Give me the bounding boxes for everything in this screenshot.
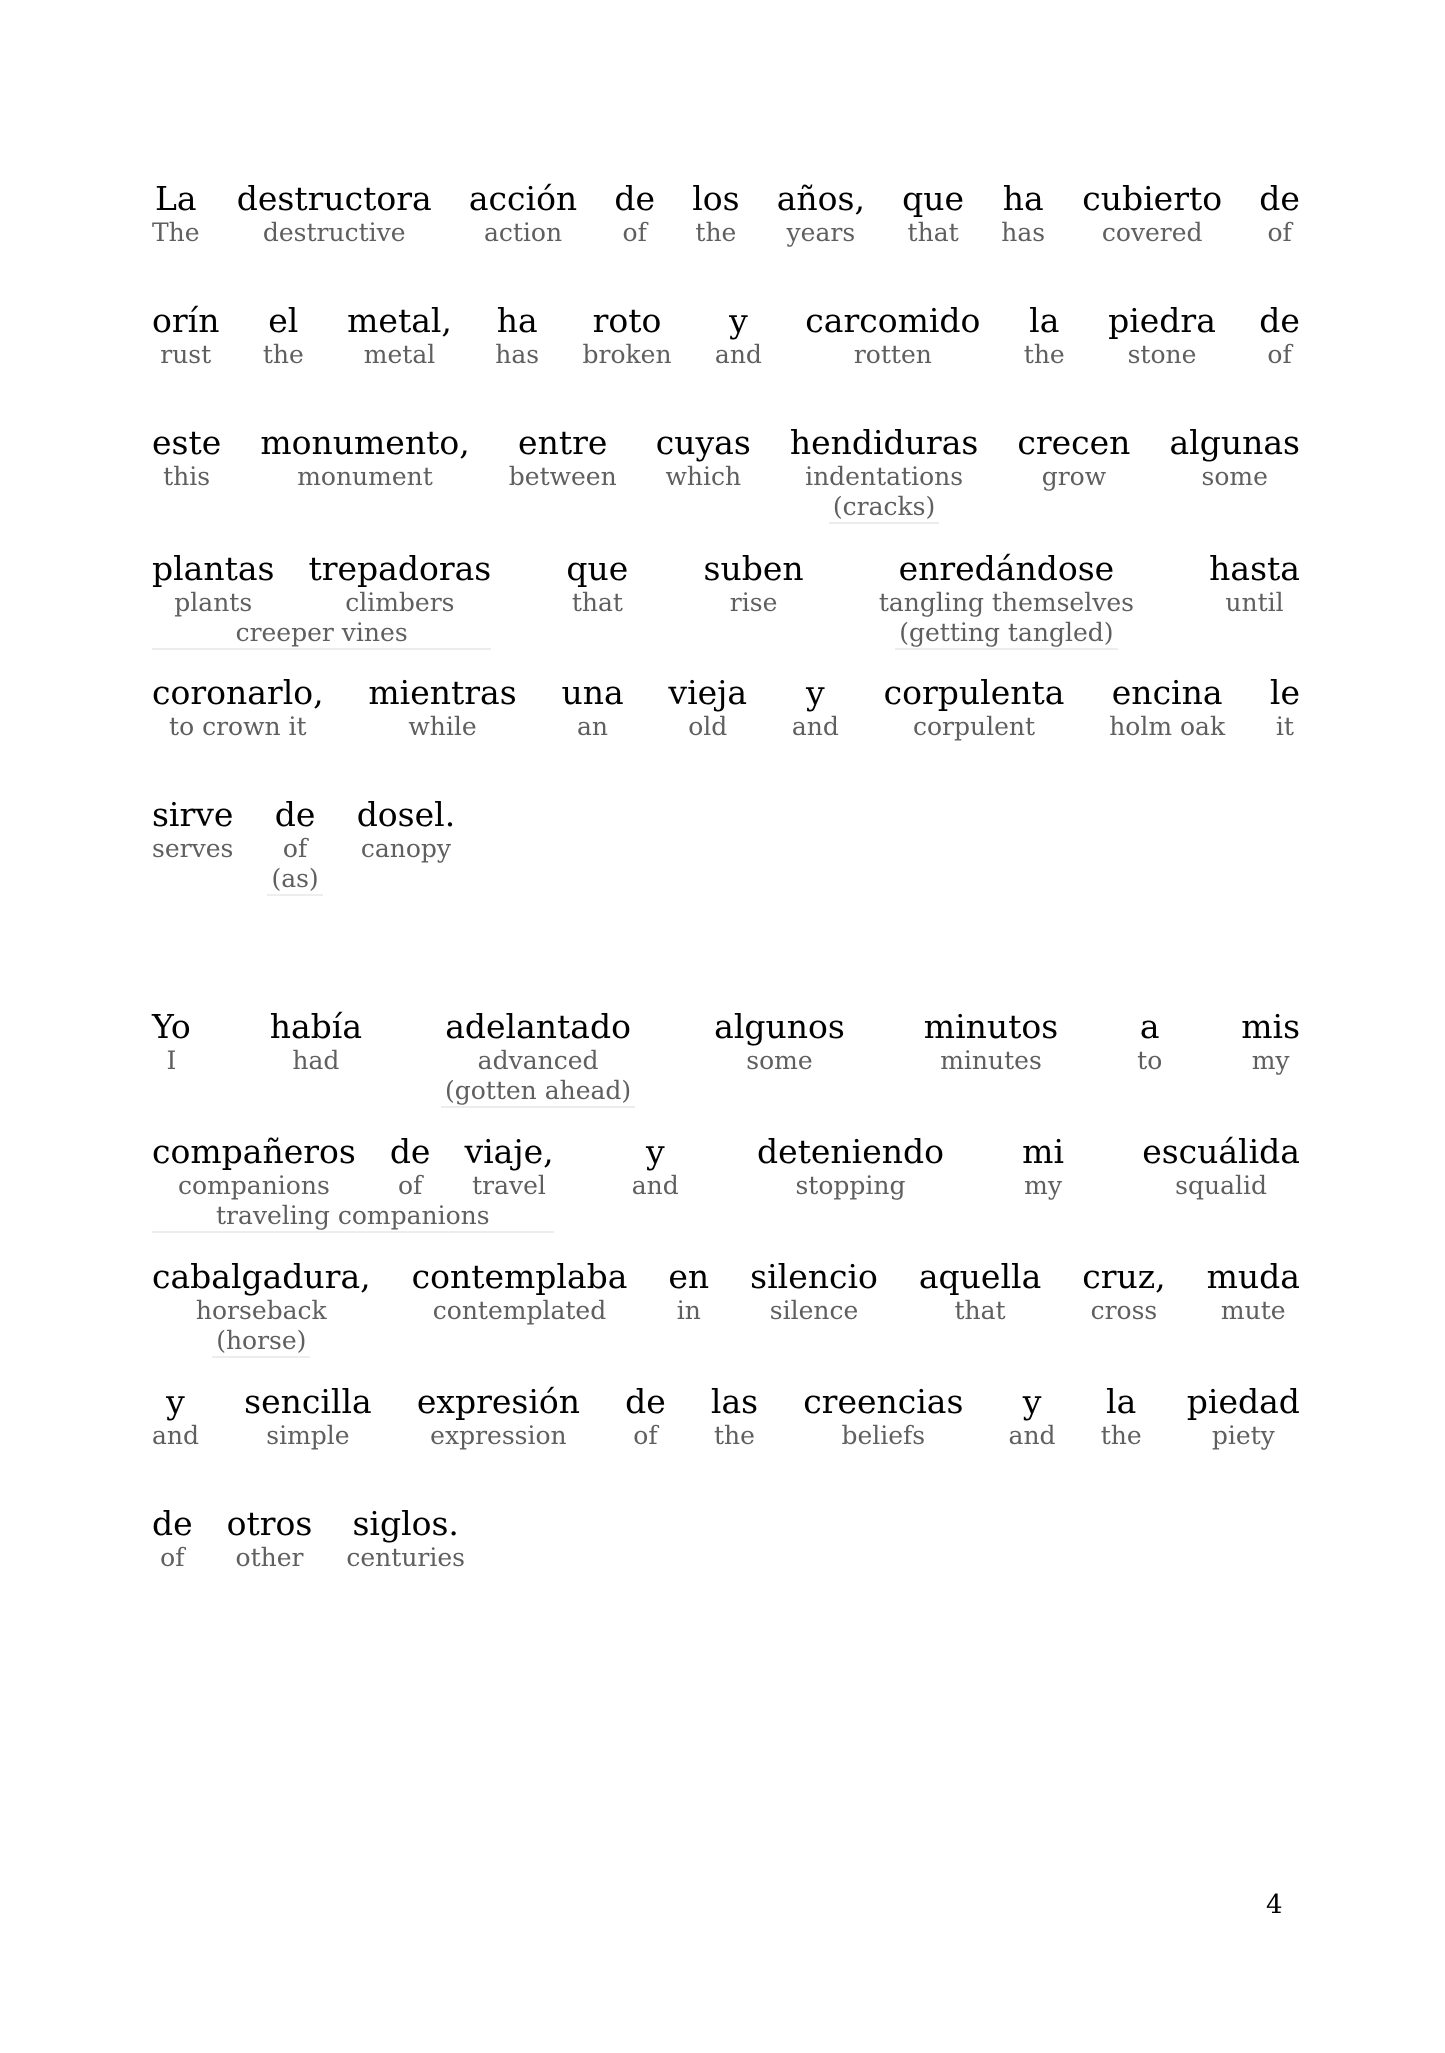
interlinear-line	[152, 674, 1300, 742]
interlinear-line	[152, 796, 1300, 896]
word-column	[260, 424, 469, 492]
english-gloss: covered	[1101, 218, 1203, 247]
word-column	[777, 180, 865, 248]
spanish-word: mis	[1241, 1007, 1300, 1046]
english-gloss: the	[1100, 1421, 1142, 1450]
word-column	[919, 1258, 1041, 1326]
spanish-word: de	[625, 1382, 666, 1421]
word-column	[152, 550, 274, 618]
interlinear-line	[152, 1133, 1300, 1233]
english-gloss: companions	[178, 1171, 330, 1200]
spanish-word: cubierto	[1082, 179, 1223, 218]
spanish-word: de	[614, 179, 656, 218]
english-gloss: I	[166, 1046, 177, 1075]
spanish-word: La	[154, 179, 197, 218]
spanish-word: silencio	[750, 1257, 878, 1296]
spanish-word: mientras	[368, 673, 517, 712]
spanish-word: ha	[496, 301, 538, 340]
word-column	[227, 1505, 313, 1573]
word-column	[583, 302, 672, 370]
word-column	[152, 180, 200, 248]
spanish-word: y	[1022, 1382, 1042, 1421]
spanish-word: piedra	[1108, 301, 1216, 340]
word-column	[1109, 674, 1225, 742]
interlinear-line	[152, 550, 1300, 650]
word-column	[469, 180, 577, 248]
spanish-word: coronarlo,	[152, 673, 324, 712]
english-gloss: tangling themselves	[878, 588, 1134, 617]
english-gloss: and	[791, 712, 839, 741]
english-gloss: has	[495, 340, 540, 369]
spanish-word: acción	[468, 179, 578, 218]
english-gloss: an	[577, 712, 609, 741]
english-gloss: and	[631, 1171, 679, 1200]
english-gloss: holm oak	[1109, 712, 1226, 741]
english-gloss: corpulent	[913, 712, 1036, 741]
english-gloss: some	[1201, 462, 1268, 491]
spanish-word: deteniendo	[756, 1132, 944, 1171]
english-gloss: to	[1137, 1046, 1163, 1075]
english-gloss: has	[1001, 218, 1046, 247]
english-gloss-alternate: (cracks)	[829, 492, 939, 524]
word-column	[614, 180, 655, 248]
spanish-word: cruz,	[1082, 1257, 1166, 1296]
english-gloss: rise	[729, 588, 778, 617]
english-gloss: travel	[472, 1171, 546, 1200]
word-column	[1270, 674, 1300, 742]
english-gloss: to crown it	[169, 712, 307, 741]
word-column	[152, 302, 219, 370]
spanish-word: muda	[1206, 1257, 1300, 1296]
word-column	[1137, 1008, 1162, 1076]
word-column	[1082, 180, 1222, 248]
english-gloss: in	[676, 1296, 701, 1325]
english-gloss: piety	[1211, 1421, 1275, 1450]
word-column	[1170, 424, 1300, 492]
english-gloss: of	[160, 1543, 185, 1572]
english-gloss: between	[508, 462, 617, 491]
spanish-word: mi	[1022, 1132, 1065, 1171]
english-gloss: stopping	[795, 1171, 906, 1200]
spanish-word: plantas	[152, 549, 275, 588]
english-gloss: monument	[297, 462, 433, 491]
spanish-word: contemplaba	[411, 1257, 628, 1296]
spanish-word: y	[806, 673, 825, 712]
spanish-word: la	[1106, 1382, 1137, 1421]
word-column	[668, 1258, 709, 1326]
spanish-word: crecen	[1017, 423, 1131, 462]
english-gloss: the	[695, 218, 737, 247]
english-gloss: the	[714, 1421, 755, 1450]
phrase-group	[152, 1133, 554, 1233]
word-column	[152, 1505, 193, 1573]
word-column	[1209, 550, 1300, 618]
word-column	[495, 302, 539, 370]
spanish-word: cabalgadura,	[152, 1257, 371, 1296]
word-column	[711, 1383, 758, 1451]
word-column	[668, 674, 747, 742]
word-column	[1108, 302, 1216, 370]
english-gloss-alternate: (as)	[267, 864, 322, 896]
word-column	[1001, 180, 1045, 248]
spanish-word: dosel.	[356, 795, 456, 834]
word-column	[803, 1383, 963, 1451]
word-column	[656, 424, 751, 492]
english-gloss: grow	[1041, 462, 1107, 491]
word-column	[347, 302, 452, 370]
english-gloss: of	[1267, 218, 1292, 247]
spanish-word: hasta	[1209, 549, 1300, 588]
english-gloss: plants	[174, 588, 253, 617]
word-column	[390, 1133, 431, 1201]
english-gloss: until	[1225, 588, 1284, 617]
spanish-word: expresión	[416, 1382, 580, 1421]
english-gloss: of	[622, 218, 647, 247]
word-column	[368, 674, 516, 742]
interlinear-line	[152, 424, 1300, 524]
word-column	[1017, 424, 1130, 492]
word-column	[308, 550, 491, 618]
word-column	[152, 1258, 371, 1358]
english-gloss: expression	[430, 1421, 567, 1450]
spanish-word: ha	[1002, 179, 1044, 218]
word-column	[1009, 1383, 1056, 1451]
word-column	[152, 1383, 199, 1451]
phrase-gloss: creeper vines	[152, 618, 491, 650]
word-column	[561, 674, 623, 742]
word-column	[902, 180, 964, 248]
english-gloss: contemplated	[432, 1296, 607, 1325]
spanish-word: trepadoras	[308, 549, 492, 588]
spanish-word: viaje,	[464, 1132, 554, 1171]
english-gloss: destructive	[262, 218, 406, 247]
spanish-word: de	[152, 1504, 193, 1543]
spanish-word: algunas	[1169, 423, 1300, 462]
word-column	[270, 1008, 362, 1076]
spanish-word: una	[561, 673, 624, 712]
english-gloss: had	[292, 1046, 340, 1075]
word-column	[1024, 302, 1065, 370]
spanish-word: los	[692, 179, 740, 218]
interlinear-line	[152, 1505, 1300, 1573]
spanish-word: compañeros	[152, 1132, 356, 1171]
english-gloss-alternate: (gotten ahead)	[441, 1076, 635, 1108]
spanish-word: que	[902, 179, 965, 218]
english-gloss: metal	[363, 340, 436, 369]
spanish-word: y	[166, 1382, 185, 1421]
english-gloss: other	[235, 1543, 304, 1572]
interlinear-line	[152, 1383, 1300, 1451]
spanish-word: y	[729, 301, 748, 340]
spanish-word: el	[268, 301, 299, 340]
english-gloss: my	[1024, 1171, 1062, 1200]
english-gloss: the	[1023, 340, 1065, 369]
spanish-word: algunos	[714, 1007, 845, 1046]
spanish-word: roto	[592, 301, 662, 340]
spanish-word: había	[269, 1007, 363, 1046]
spanish-word: que	[566, 549, 629, 588]
interlinear-line	[152, 302, 1300, 370]
spanish-word: las	[710, 1382, 759, 1421]
spanish-word: de	[1259, 301, 1300, 340]
spanish-word: Yo	[152, 1007, 191, 1046]
english-gloss: old	[688, 712, 728, 741]
english-gloss: minutes	[940, 1046, 1042, 1075]
word-column	[357, 796, 456, 864]
word-column	[1142, 1133, 1300, 1201]
english-gloss: which	[665, 462, 742, 491]
word-column	[1022, 1133, 1064, 1201]
spanish-word: años,	[776, 179, 865, 218]
english-gloss: that	[571, 588, 623, 617]
spanish-word: vieja	[668, 673, 748, 712]
spanish-word: a	[1139, 1007, 1160, 1046]
english-gloss: that	[954, 1296, 1006, 1325]
word-column	[1259, 180, 1300, 248]
word-column	[152, 1133, 356, 1201]
word-column	[152, 1008, 191, 1076]
word-column	[1241, 1008, 1300, 1076]
word-column	[790, 424, 978, 524]
word-column	[464, 1133, 553, 1201]
spanish-word: sencilla	[244, 1382, 372, 1421]
english-gloss: horseback	[195, 1296, 327, 1325]
english-gloss: beliefs	[841, 1421, 926, 1450]
english-gloss: this	[163, 462, 211, 491]
spanish-word: suben	[703, 549, 804, 588]
word-column	[244, 1383, 372, 1451]
english-gloss: squalid	[1175, 1171, 1267, 1200]
english-gloss: cross	[1090, 1296, 1158, 1325]
spanish-word: carcomido	[805, 301, 981, 340]
spanish-word: corpulenta	[883, 673, 1065, 712]
spanish-word: enredándose	[898, 549, 1115, 588]
spanish-word: cuyas	[655, 423, 751, 462]
english-gloss: while	[408, 712, 477, 741]
spanish-word: en	[668, 1257, 710, 1296]
english-gloss: and	[1008, 1421, 1056, 1450]
word-column	[792, 674, 839, 742]
word-column	[692, 180, 739, 248]
spanish-word: destructora	[236, 179, 432, 218]
word-column	[412, 1258, 628, 1326]
word-column	[1187, 1383, 1300, 1451]
word-column	[750, 1258, 878, 1326]
english-gloss: action	[483, 218, 563, 247]
word-column	[237, 180, 432, 248]
word-column	[704, 550, 804, 618]
english-gloss: rotten	[853, 340, 932, 369]
word-column	[566, 550, 628, 618]
word-column	[441, 1008, 635, 1108]
word-column	[152, 674, 324, 742]
word-column	[417, 1383, 580, 1451]
english-gloss: my	[1251, 1046, 1290, 1075]
english-gloss: centuries	[346, 1543, 465, 1572]
phrase-gloss: traveling companions	[152, 1201, 554, 1233]
english-gloss: years	[786, 218, 856, 247]
spanish-word: de	[389, 1132, 431, 1171]
word-column	[757, 1133, 944, 1201]
word-column	[346, 1505, 465, 1573]
spanish-word: siglos.	[352, 1504, 459, 1543]
interlinear-line	[152, 1258, 1300, 1358]
english-gloss: it	[1275, 712, 1294, 741]
spanish-word: de	[1259, 179, 1300, 218]
spanish-word: la	[1029, 301, 1060, 340]
spanish-word: escuálida	[1142, 1132, 1300, 1171]
spanish-word: metal,	[347, 301, 452, 340]
english-gloss: that	[907, 218, 959, 247]
english-gloss: the	[262, 340, 304, 369]
english-gloss: climbers	[345, 588, 455, 617]
spanish-word: este	[152, 423, 222, 462]
spanish-word: hendiduras	[789, 423, 979, 462]
english-gloss: mute	[1220, 1296, 1286, 1325]
phrase-group	[152, 550, 491, 650]
spanish-word: de	[274, 795, 316, 834]
spanish-word: orín	[152, 301, 220, 340]
word-column	[924, 1008, 1058, 1076]
word-column	[263, 302, 304, 370]
english-gloss: and	[714, 340, 762, 369]
english-gloss: advanced	[477, 1046, 599, 1075]
interlinear-line	[152, 1008, 1300, 1108]
english-gloss: and	[152, 1421, 200, 1450]
word-column	[715, 302, 762, 370]
word-column	[152, 424, 221, 492]
english-gloss: canopy	[360, 834, 452, 863]
english-gloss: of	[282, 834, 308, 863]
word-column	[884, 674, 1065, 742]
word-column	[509, 424, 617, 492]
english-gloss: broken	[582, 340, 672, 369]
spanish-word: aquella	[918, 1257, 1042, 1296]
spanish-word: otros	[226, 1504, 313, 1543]
word-column	[152, 796, 233, 864]
spanish-word: encina	[1111, 673, 1223, 712]
english-gloss: of	[397, 1171, 423, 1200]
spanish-word: adelantado	[445, 1007, 631, 1046]
interlinear-line	[152, 180, 1300, 248]
english-gloss: The	[152, 218, 200, 247]
english-gloss: indentations	[805, 462, 964, 491]
word-column	[1101, 1383, 1142, 1451]
spanish-word: piedad	[1186, 1382, 1300, 1421]
english-gloss: of	[1267, 340, 1292, 369]
english-gloss: stone	[1127, 340, 1197, 369]
english-gloss: simple	[266, 1421, 350, 1450]
word-column	[625, 1383, 666, 1451]
spanish-word: creencias	[803, 1382, 964, 1421]
english-gloss: silence	[769, 1296, 859, 1325]
word-column	[1082, 1258, 1165, 1326]
word-column	[805, 302, 980, 370]
spanish-word: sirve	[152, 795, 234, 834]
english-gloss: rust	[160, 340, 212, 369]
english-gloss-alternate: (getting tangled)	[895, 618, 1117, 650]
spanish-word: le	[1269, 673, 1300, 712]
page-number: 4	[1266, 1890, 1283, 1920]
english-gloss: serves	[152, 834, 234, 863]
english-gloss-alternate: (horse)	[212, 1326, 310, 1358]
word-column	[632, 1133, 679, 1201]
word-column	[267, 796, 322, 896]
word-column	[1207, 1258, 1300, 1326]
spanish-word: y	[645, 1132, 665, 1171]
english-gloss: of	[633, 1421, 658, 1450]
spanish-word: entre	[518, 423, 608, 462]
word-column	[1259, 302, 1300, 370]
word-column	[714, 1008, 845, 1076]
english-gloss: some	[746, 1046, 813, 1075]
word-column	[879, 550, 1134, 650]
spanish-word: minutos	[923, 1007, 1059, 1046]
spanish-word: monumento,	[260, 423, 470, 462]
